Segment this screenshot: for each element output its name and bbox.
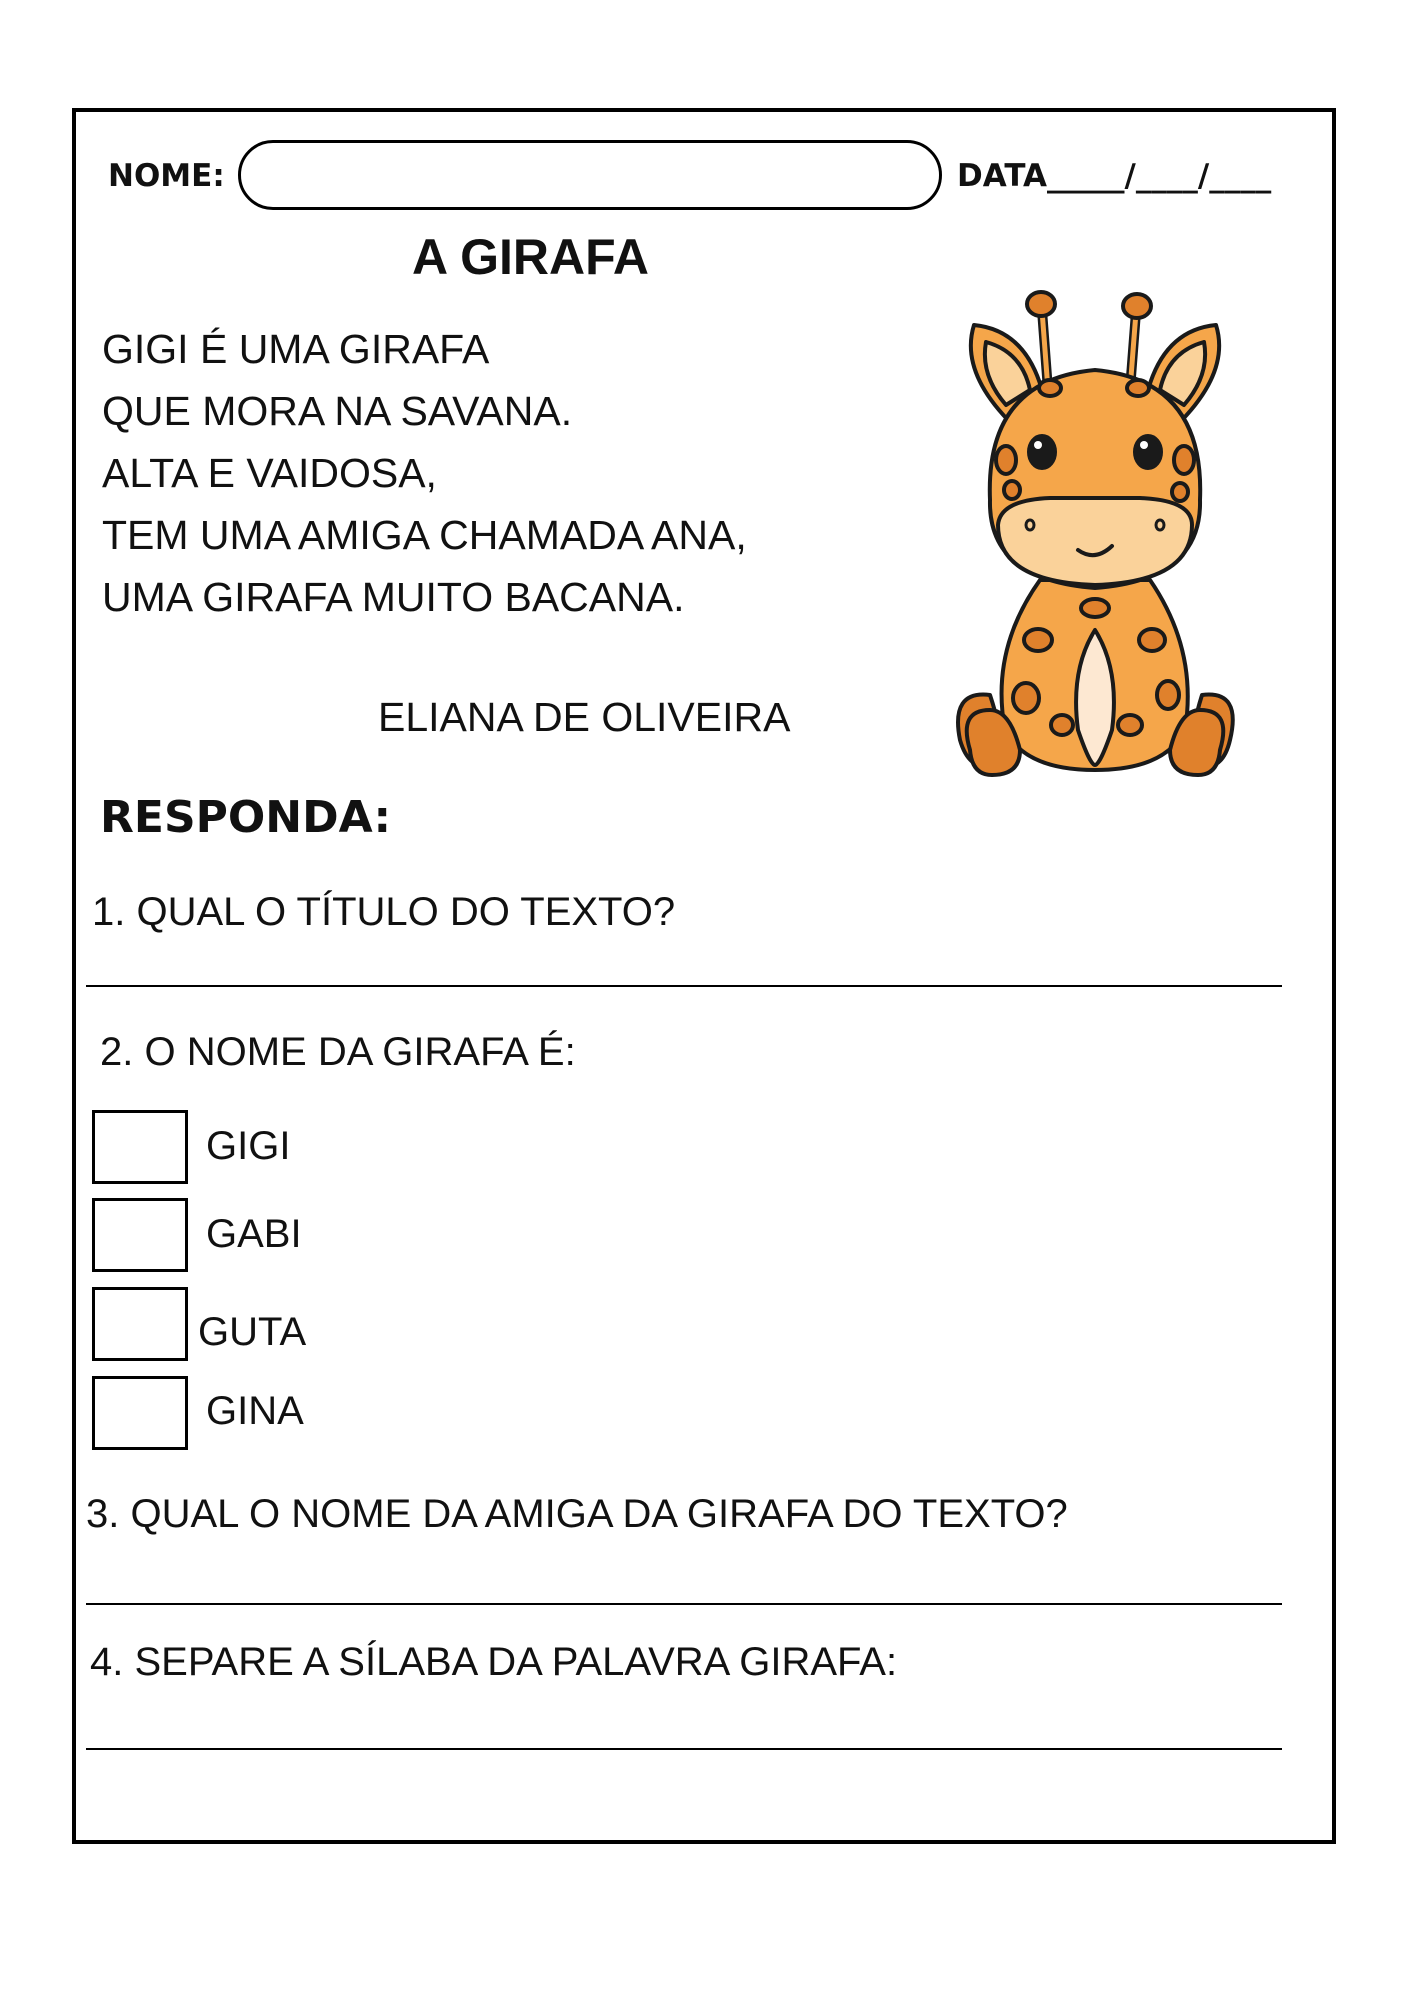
poem-line: QUE MORA NA SAVANA.	[102, 388, 573, 434]
text-title: A GIRAFA	[412, 229, 650, 285]
poem-line: ALTA E VAIDOSA,	[102, 450, 437, 496]
poem-line: TEM UMA AMIGA CHAMADA ANA,	[102, 512, 747, 558]
author-name: ELIANA DE OLIVEIRA	[378, 694, 791, 740]
option-label: GUTA	[198, 1310, 307, 1354]
option-checkbox-gigi[interactable]	[92, 1110, 188, 1184]
question-4: 4. SEPARE A SÍLABA DA PALAVRA GIRAFA:	[90, 1640, 898, 1684]
poem-line: GIGI É UMA GIRAFA	[102, 326, 490, 372]
poem-line: UMA GIRAFA MUITO BACANA.	[102, 574, 685, 620]
date-field[interactable]: DATA_____/____/____	[957, 158, 1272, 194]
question-3: 3. QUAL O NOME DA AMIGA DA GIRAFA DO TEXTO?	[86, 1492, 1068, 1536]
option-checkbox-guta[interactable]	[92, 1287, 188, 1361]
option-checkbox-gabi[interactable]	[92, 1198, 188, 1272]
option-label: GIGI	[206, 1124, 291, 1168]
option-label: GABI	[206, 1212, 302, 1256]
name-field[interactable]	[238, 140, 942, 210]
answer-line-1[interactable]	[86, 985, 1282, 987]
question-1: 1. QUAL O TÍTULO DO TEXTO?	[92, 890, 676, 934]
option-label: GINA	[206, 1389, 304, 1433]
respond-heading: RESPONDA:	[100, 792, 392, 843]
giraffe-icon	[930, 270, 1260, 800]
question-2: 2. O NOME DA GIRAFA É:	[100, 1030, 576, 1074]
answer-line-3[interactable]	[86, 1603, 1282, 1605]
name-label: NOME:	[108, 158, 225, 194]
answer-line-4[interactable]	[86, 1748, 1282, 1750]
option-checkbox-gina[interactable]	[92, 1376, 188, 1450]
